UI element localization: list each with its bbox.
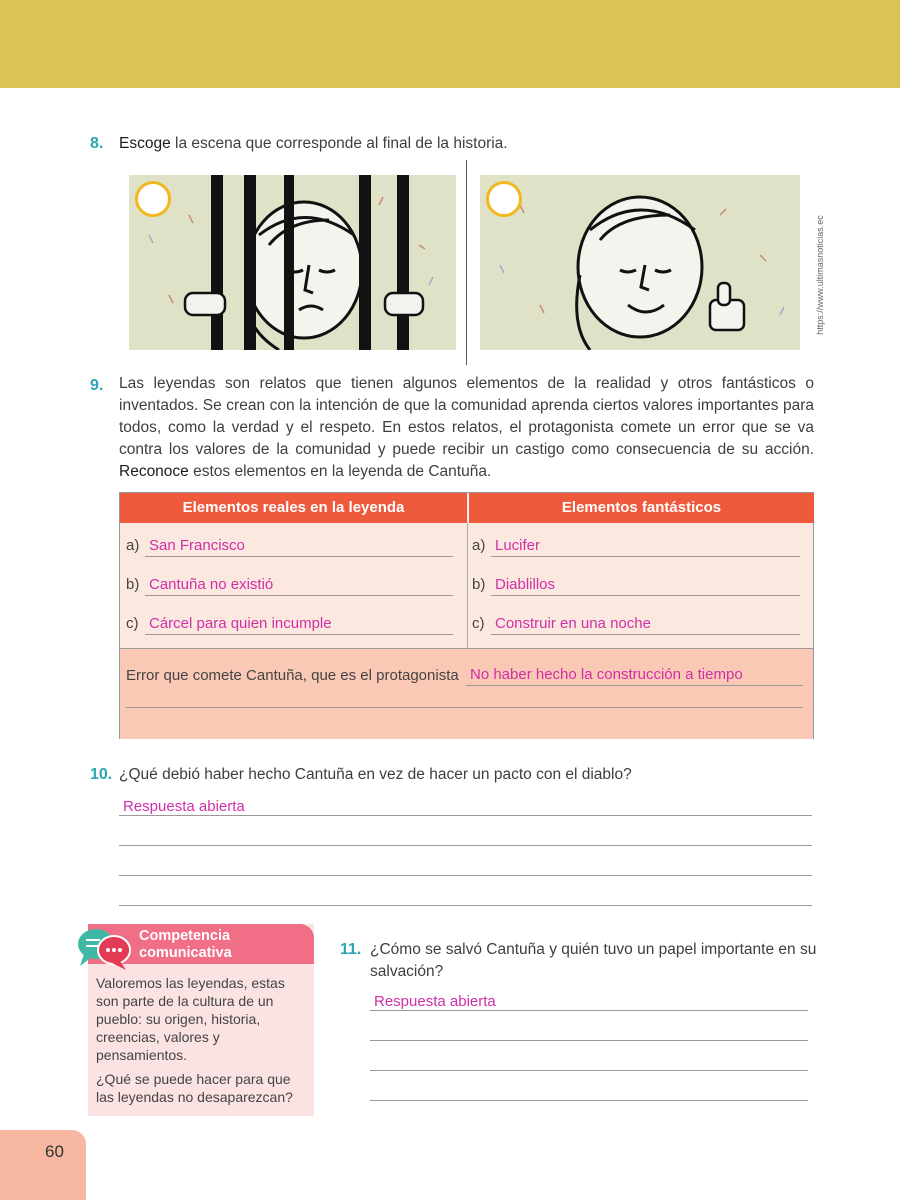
legend-elements-table — [119, 492, 814, 739]
real-element-row — [126, 537, 453, 557]
question-10-number: 10. — [90, 766, 113, 783]
real-element-row — [126, 576, 453, 596]
handwritten-answer: Diablillos — [495, 576, 556, 593]
row-label: c) — [472, 615, 485, 632]
handwritten-answer: Respuesta abierta — [123, 798, 245, 815]
table-column-divider — [467, 523, 468, 648]
answer-line[interactable] — [145, 614, 453, 635]
answer-line[interactable] — [491, 614, 800, 635]
question-9-paragraph: Las leyendas son relatos que tienen algunos elementos de la realidad y otros fantásticos o inventados. Se crean con la intención de que la comunidad aprenda ciertos valores importantes para todos, como la verdad y el respeto. En estos relatos, el protagonista comete un error que se va contra los valores de la comunidad y puede recibir un castigo como consecuencia de su acción. — [119, 375, 814, 458]
happy-scene-illustration — [480, 175, 800, 350]
fantastic-element-row — [472, 615, 800, 635]
handwritten-answer: No haber hecho la construcción a tiempo — [470, 666, 743, 683]
question-10-text: ¿Qué debió haber hecho Cantuña en vez de hacer un pacto con el diablo? — [119, 766, 632, 783]
answer-line[interactable] — [491, 536, 800, 557]
handwritten-answer: Construir en una noche — [495, 615, 651, 632]
handwritten-answer: Cantuña no existió — [149, 576, 274, 593]
row-label: b) — [126, 576, 140, 593]
q11-answer-line-2[interactable] — [370, 1020, 808, 1041]
real-element-row — [126, 615, 453, 635]
table-header-fantastic: Elementos fantásticos — [468, 493, 814, 523]
handwritten-answer: San Francisco — [149, 537, 245, 554]
scene-divider — [466, 160, 467, 365]
competencia-text-1: Valoremos las leyendas, estas son parte de la cultura de un pueblo: su origen, historia, creencias, valores y pensamientos. — [96, 975, 285, 1063]
image-credit — [810, 200, 830, 350]
competencia-text-2: ¿Qué se puede hacer para que las leyendas no desaparezcan? — [96, 1071, 293, 1105]
question-8-instruction: la escena que corresponde al final de la historia. — [170, 135, 508, 152]
q10-answer-line-1[interactable] — [119, 795, 812, 816]
scene-1-selection-circle[interactable] — [135, 181, 171, 217]
question-9-verb: Reconoce — [119, 463, 189, 480]
question-11-text: ¿Cómo se salvó Cantuña y quién tuvo un papel importante en su salvación? — [370, 941, 817, 980]
question-11-number: 11. — [340, 941, 362, 958]
handwritten-answer: Cárcel para quien incumple — [149, 615, 332, 632]
page-number-tab — [0, 1130, 86, 1200]
q11-answer-line-1[interactable] — [370, 990, 808, 1011]
question-9-text — [119, 373, 814, 483]
error-answer-line[interactable] — [466, 665, 803, 686]
handwritten-answer: Lucifer — [495, 537, 541, 554]
scene-2-selection-circle[interactable] — [486, 181, 522, 217]
fantastic-element-row — [472, 537, 800, 557]
table-header-real: Elementos reales en la leyenda — [120, 493, 467, 523]
jail-scene-illustration — [129, 175, 456, 350]
handwritten-answer: Respuesta abierta — [374, 993, 496, 1010]
page-number: 60 — [45, 1142, 64, 1161]
q10-answer-line-3[interactable] — [119, 855, 812, 876]
q10-answer-line-4[interactable] — [119, 885, 812, 906]
speech-bubbles-icon — [76, 926, 136, 972]
error-answer-line-2[interactable] — [126, 707, 803, 708]
error-label: Error que comete Cantuña, que es el protagonista — [126, 667, 459, 684]
competencia-title-1: Competencia — [139, 928, 231, 944]
row-label: a) — [472, 537, 486, 554]
q11-answer-line-4[interactable] — [370, 1080, 808, 1101]
q11-answer-line-3[interactable] — [370, 1050, 808, 1071]
answer-line[interactable] — [145, 575, 453, 596]
q10-answer-line-2[interactable] — [119, 825, 812, 846]
row-label: b) — [472, 576, 486, 593]
protagonist-error-section — [120, 648, 813, 739]
row-label: a) — [126, 537, 140, 554]
answer-line[interactable] — [491, 575, 800, 596]
competencia-title-2: comunicativa — [139, 945, 232, 961]
question-8-text — [119, 133, 508, 155]
question-8-number: 8. — [90, 135, 104, 152]
answer-line[interactable] — [145, 536, 453, 557]
fantastic-element-row — [472, 576, 800, 596]
image-credit-text: https://www.ultimasnoticias.ec — [815, 215, 825, 335]
header-band — [0, 0, 900, 88]
row-label: c) — [126, 615, 139, 632]
scene-option-2[interactable] — [480, 175, 800, 350]
question-9-number: 9. — [90, 377, 104, 394]
scene-option-1[interactable] — [129, 175, 456, 350]
question-9-paragraph-end: estos elementos en la leyenda de Cantuña. — [188, 463, 492, 480]
question-8-verb: Escoge — [119, 135, 171, 152]
